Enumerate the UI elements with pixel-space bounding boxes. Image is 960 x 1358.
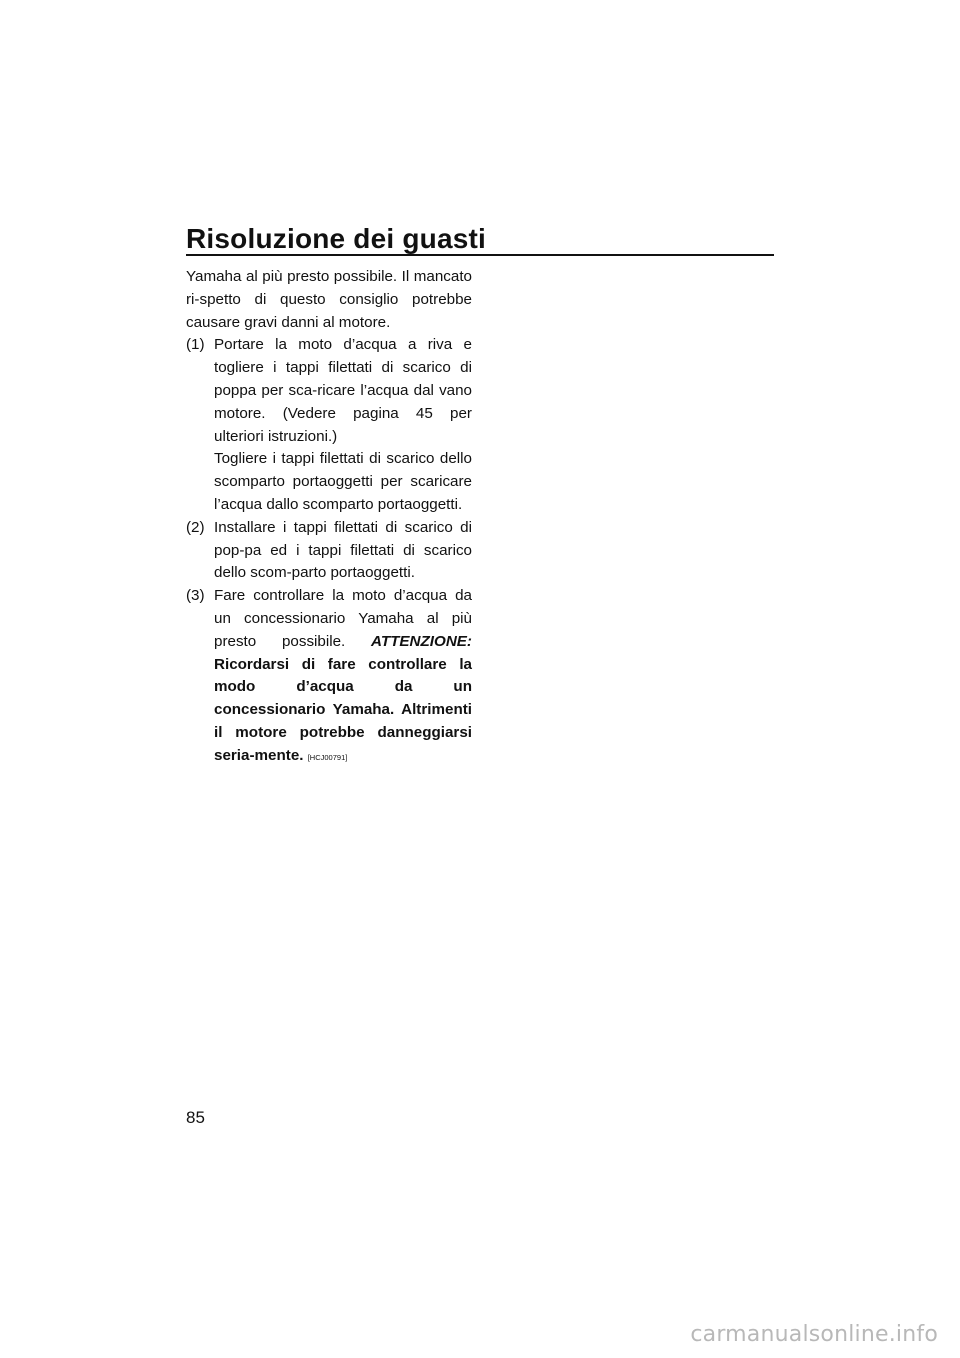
step-body: [214, 334, 472, 516]
step-body: [214, 517, 472, 585]
step-text-with-caution: [214, 585, 472, 769]
caution-text: Ricordarsi di fare controllare la modo d’acqua da un concessionario Yamaha. Altrimenti il motore potrebbe danneggiarsi seria-mente.: [214, 655, 472, 764]
step-text: Installare i tappi filettati di scarico di pop-pa ed i tappi filettati di scarico dello scom-parto portaoggetti.: [214, 518, 472, 582]
step-3: [186, 585, 472, 769]
text-column: [186, 266, 472, 770]
step-1: [186, 334, 472, 516]
step-body: [214, 585, 472, 769]
site-watermark: carmanualsonline.info: [690, 1322, 938, 1347]
page-number: 85: [186, 1108, 205, 1127]
reference-code: [HCJ00791]: [307, 752, 348, 762]
step-2: [186, 517, 472, 585]
step-number: (3): [186, 587, 205, 605]
page-title: Risoluzione dei guasti: [186, 223, 486, 254]
caution-label: ATTENZIONE:: [371, 632, 472, 650]
step-extra-text: Togliere i tappi filettati di scarico dello scomparto portaoggetti per scaricare l’acqua dallo scomparto portaoggetti.: [214, 450, 472, 513]
intro-paragraph: Yamaha al più presto possibile. Il mancato ri-spetto di questo consiglio potrebbe causare gravi danni al motore.: [186, 268, 472, 331]
step-number: (1): [186, 336, 205, 354]
step-text: Fare controllare la moto d’acqua da un concessionario Yamaha al più presto possibile.: [214, 587, 472, 650]
step-text: Portare la moto d’acqua a riva e togliere i tappi filettati di scarico di poppa per sca-ricare l’acqua dal vano motore. (Vedere pagina 45 per ulteriori istruzioni.): [214, 336, 472, 445]
title-rule: [186, 254, 774, 256]
step-number: (2): [186, 518, 205, 536]
